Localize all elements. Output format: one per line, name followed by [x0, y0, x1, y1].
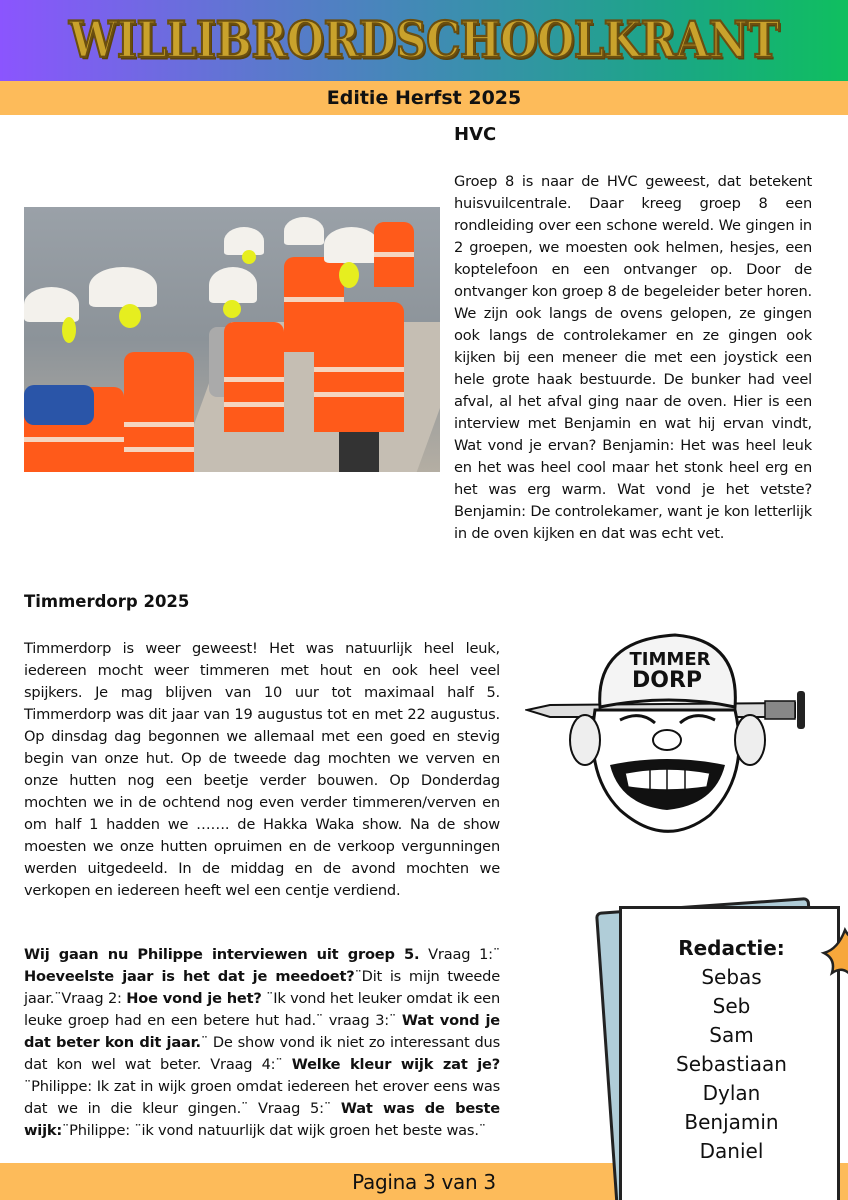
redactie-member: Seb: [712, 994, 751, 1018]
redactie-member: Sebas: [701, 965, 762, 989]
interview-a1: ¨Dit is mijn tweede jaar.¨Vraag 2:: [24, 968, 500, 1007]
interview-a2: ¨Ik vond het leuker omdat ik een leuke groep had en een betere hut had.¨ vraag 3:¨: [24, 990, 501, 1029]
interview-intro: Wij gaan nu Philippe interviewen uit groep 5.: [24, 946, 420, 963]
interview-a3: ¨ De show vond ik niet zo interessant dus dat kon wel wat beter. Vraag 4:¨: [24, 1034, 500, 1073]
redactie-member: Sam: [709, 1023, 754, 1047]
interview-a4: ¨Philippe: Ik zat in wijk groen omdat iedereen het erover eens was dat we in die kleur gingen.¨ Vraag 5:¨: [24, 1078, 500, 1117]
redactie-title: Redactie:: [678, 936, 785, 960]
hvc-photo: [24, 207, 440, 472]
interview-q3: Wat vond je dat beter kon dit jaar.: [24, 1012, 500, 1051]
hvc-heading: HVC: [454, 124, 497, 145]
masthead: [0, 0, 848, 81]
cap-text-timmer: TIMMER: [629, 649, 711, 670]
timmerdorp-body-text: Timmerdorp is weer geweest! Het was natuurlijk heel leuk, iedereen mocht weer timmeren met hout en ook heel veel spijkers. Je mag blijven van 10 uur tot maximaal half 5. Timmerdorp was dit jaar van 19 augustus tot en met 22 augustus. Op dinsdag dag begonnen we allemaal met een goed en stevig begin van onze hut. Op de tweede dag mochten we verven en onze hutten nog een beetje verder bouwen. Op Donderdag mochten we in de ochtend nog even verder timmeren/verven en om half 1 hadden we ……. de Hakka Waka show. Na de show moesten we onze hutten opruimen en de verkoop vergunningen werden uitgedeeld. In de middag en de avond mochten we verkopen en iedereen heeft wel een centje verdiend.: [24, 640, 500, 899]
photo-kid: [89, 262, 199, 472]
interview-q2: Hoe vond je het?: [126, 990, 262, 1007]
interview-q5: Wat was de beste wijk:: [24, 1100, 500, 1139]
philippe-interview: [24, 944, 500, 1142]
redactie-member: Daniel: [699, 1139, 764, 1163]
hvc-body-text: Groep 8 is naar de HVC geweest, dat betekent huisvuilcentrale. Daar kreeg groep 8 een rondleiding over een schone wereld. We gingen in 2 groepen, we moesten ook helmen, hesjes, een koptelefoon en een ontvanger op. Door de ontvanger kon groep 8 de begeleider beter horen. We zijn ook langs de ovens gelopen, ze gingen ook langs de controlekamer en ze gingen ook kijken bij een meneer die met een joystick een hele grote haak bestuurde. De bunker had veel afval, al het afval ging naar de oven. Hier is een interview met Benjamin en wat hij ervan vindt, Wat vond je ervan? Benjamin: Het was heel leuk en het was heel cool maar het stonk heel erg en het was erg warm. Wat vond je het vetste? Benjamin: De controlekamer, want je kon letterlijk in de oven kijken en dat was echt vet.: [454, 173, 812, 542]
interview-a5: ¨Philippe: ¨ik vond natuurlijk dat wijk groen het beste was.¨: [62, 1122, 486, 1139]
timmerdorp-mascot-illustration: [525, 625, 815, 850]
page-number: Pagina 3 van 3: [352, 1169, 496, 1194]
newspaper-title: WILLIBRORDSCHOOLKRANT: [69, 11, 779, 70]
timmerdorp-heading: Timmerdorp 2025: [24, 592, 190, 611]
edition-label: Editie Herfst 2025: [326, 87, 522, 109]
interview-q1-label: Vraag 1:¨: [419, 946, 500, 963]
edition-bar: [0, 81, 848, 115]
redactie-member: Dylan: [702, 1081, 761, 1105]
redactie-list: [619, 934, 844, 1166]
interview-q4: Welke kleur wijk zat je?: [291, 1056, 501, 1073]
redactie-member: Benjamin: [684, 1110, 779, 1134]
cap-text-dorp: DORP: [631, 668, 703, 693]
redactie-member: Sebastiaan: [676, 1052, 787, 1076]
interview-q1: Hoeveelste jaar is het dat je meedoet?: [24, 968, 355, 985]
photo-kid: [374, 207, 424, 307]
